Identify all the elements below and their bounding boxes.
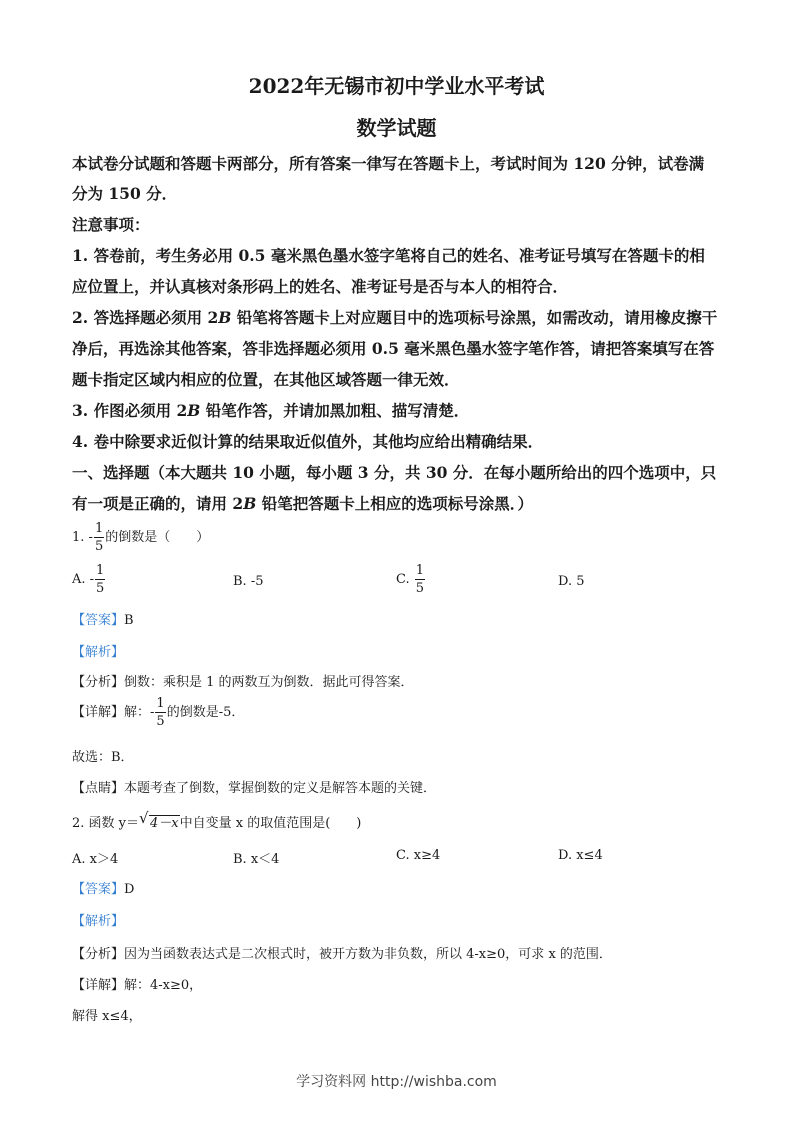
- question-2-option-d: D. x≤4: [558, 848, 603, 863]
- question-2-fenxi: [72, 943, 612, 962]
- square-root: [139, 809, 180, 831]
- section-1-text-a: 有一项是正确的，请用 2: [72, 494, 244, 513]
- exam-subtitle: 数学试题: [356, 116, 437, 140]
- section-1-pencil-letter: B: [243, 494, 257, 513]
- fraction: [415, 564, 425, 595]
- analysis-tag: 【解析】: [72, 914, 125, 929]
- question-1-stem-tail: 的倒数是（ ）: [105, 530, 210, 545]
- note-2-line-2: 净后，再选涂其他答案，答非选择题必须用 0.5 毫米黑色墨水签字笔作答，请把答案填写在答: [72, 339, 715, 358]
- note-3-text-c: 铅笔作答，并请加黑加粗、描写清楚．: [200, 401, 470, 420]
- note-3-pencil-letter: B: [187, 401, 201, 420]
- note-2-text-c: 铅笔将答题卡上对应题目中的选项标号涂黑，如需改动，请用橡皮擦干: [231, 308, 718, 327]
- note-2-text-a: 2. 答选择题必须用 2: [72, 308, 219, 327]
- question-1-analysis: [72, 641, 124, 660]
- question-1-option-a: [72, 564, 106, 595]
- option-a-label: A. -: [72, 572, 95, 587]
- analysis-tag: 【解析】: [72, 645, 125, 660]
- answer-tag: 【答案】: [72, 613, 125, 628]
- question-1-conclusion: 故选：B．: [72, 750, 134, 765]
- intro-line-1: 本试卷分试题和答题卡两部分，所有答案一律写在答题卡上，考试时间为 120 分钟，试卷满: [72, 154, 705, 173]
- question-1-option-c: [396, 564, 426, 595]
- question-1-fenxi: [72, 671, 414, 690]
- fenxi-text: 倒数：乘积是 1 的两数互为倒数．据此可得答案．: [124, 675, 414, 690]
- section-1-line-1: 一、选择题（本大题共 10 小题，每小题 3 分，共 30 分．在每小题所给出的四个选项中，只: [72, 463, 717, 482]
- fraction-numerator: 1: [96, 563, 105, 578]
- question-1-answer: [72, 609, 134, 628]
- question-2-stem-b: 中自变量 x 的取值范围是( ): [179, 816, 362, 831]
- fraction: [155, 697, 165, 728]
- question-2-analysis: [72, 910, 124, 929]
- question-1-number: 1. -: [72, 530, 93, 545]
- exam-title: 2022年无锡市初中学业水平考试: [248, 74, 545, 98]
- detail-text-b: 的倒数是-5．: [166, 705, 245, 720]
- note-2-line-1: [72, 306, 717, 328]
- question-1-option-d: D. 5: [558, 574, 585, 589]
- page-footer: 学习资料网 http://wishba.com: [296, 1074, 497, 1090]
- note-1-line-1: 1. 答卷前，考生务必用 0.5 毫米黑色墨水签字笔将自己的姓名、准考证号填写在答题卡的相: [72, 246, 705, 265]
- question-2-option-b: B. x＜4: [233, 852, 280, 867]
- option-c-label: C.: [396, 572, 410, 587]
- question-1-option-b: B. -5: [233, 574, 264, 589]
- answer-value: D: [124, 882, 135, 897]
- detail-tag: 【详解】: [72, 705, 125, 720]
- answer-tag: 【答案】: [72, 882, 125, 897]
- question-2-solution: 解得 x≤4，: [72, 1009, 142, 1024]
- section-1-line-2: [72, 492, 533, 514]
- question-1-stem: [72, 522, 209, 553]
- question-2-answer: [72, 878, 134, 897]
- fraction: [95, 564, 105, 595]
- question-2-stem: [72, 809, 362, 831]
- fraction-numerator: 1: [415, 563, 425, 578]
- note-2-pencil-letter: B: [218, 308, 232, 327]
- radical-sign-icon: √: [139, 809, 149, 827]
- note-1-line-2: 应位置上，并认真核对条形码上的姓名、准考证号是否与本人的相符合．: [72, 277, 569, 296]
- answer-value: B: [124, 613, 134, 628]
- question-2-stem-a: 2. 函数 y＝: [72, 816, 140, 831]
- note-2-line-3: 题卡指定区域内相应的位置，在其他区域答题一律无效．: [72, 370, 460, 389]
- note-3-text-a: 3. 作图必须用 2: [72, 401, 188, 420]
- fraction-numerator: 1: [156, 696, 165, 711]
- remark-text: 本题考查了倒数，掌握倒数的定义是解答本题的关键．: [124, 781, 437, 796]
- intro-line-2: 分为 150 分．: [72, 184, 178, 203]
- detail-text: 解：4-x≥0，: [124, 978, 203, 993]
- fraction-denominator: 5: [415, 581, 425, 596]
- question-1-detail: [72, 697, 244, 728]
- fraction: [94, 522, 104, 553]
- detail-text-a: 解：-: [124, 705, 155, 720]
- question-2-option-a: A. x＞4: [72, 852, 119, 867]
- fraction-denominator: 5: [156, 714, 165, 729]
- question-1-remark: [72, 777, 436, 796]
- fraction-denominator: 5: [96, 581, 105, 596]
- detail-tag: 【详解】: [72, 978, 125, 993]
- question-2-option-c: C. x≥4: [396, 848, 441, 863]
- section-1-text-c: 铅笔把答题卡上相应的选项标号涂黑．）: [256, 494, 533, 513]
- notes-title: 注意事项：: [72, 215, 150, 234]
- fenxi-tag: 【分析】: [72, 675, 125, 690]
- question-2-detail: [72, 974, 202, 993]
- fenxi-tag: 【分析】: [72, 947, 125, 962]
- remark-tag: 【点睛】: [72, 781, 125, 796]
- fenxi-text: 因为当函数表达式是二次根式时，被开方数为非负数，所以 4-x≥0，可求 x 的范围．: [124, 947, 612, 962]
- fraction-denominator: 5: [94, 539, 104, 554]
- note-3: [72, 399, 469, 421]
- fraction-numerator: 1: [94, 521, 104, 536]
- radicand: 4－x: [150, 816, 179, 831]
- note-4: 4. 卷中除要求近似计算的结果取近似值外，其他均应给出精确结果．: [72, 432, 544, 451]
